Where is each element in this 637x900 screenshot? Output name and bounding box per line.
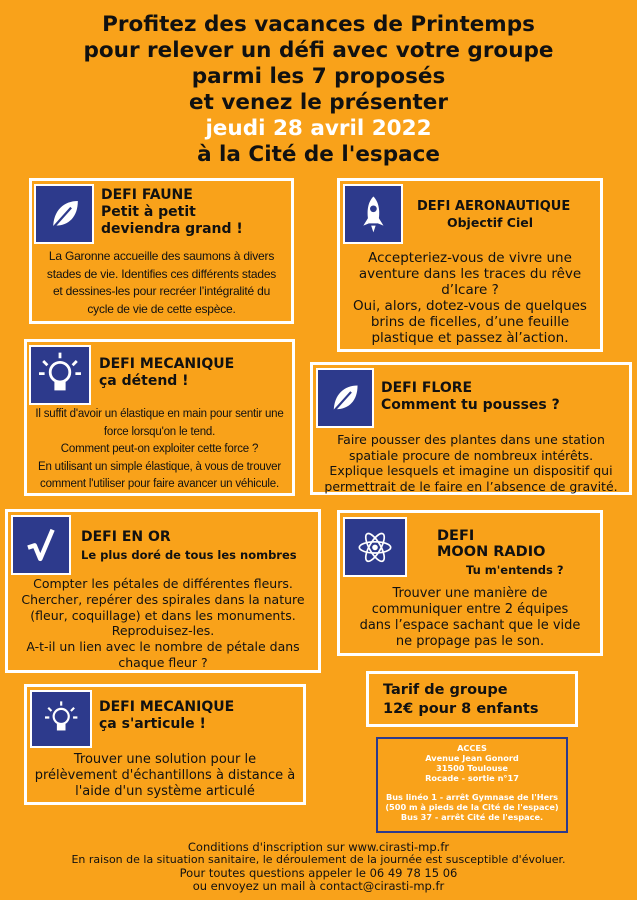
header-line-3: parmi les 7 proposés (191, 64, 446, 89)
acces-bus: (500 m à pieds de la Cité de l'espace) (385, 802, 559, 812)
card-title: DEFI FAUNE (101, 187, 193, 203)
header-line-1: Profitez des vacances de Printemps (102, 12, 535, 37)
card-subtitle: Petit à petit (101, 204, 196, 220)
footer-line: ou envoyez un mail à contact@cirasti-mp.fr (192, 879, 445, 893)
body-line: En utilisant un simple élastique, à vous de trouver (38, 460, 281, 473)
acces-line: 31500 Toulouse (436, 763, 508, 773)
body-line: plastique et passez àl’action. (371, 330, 569, 346)
acces-bus: Bus 37 - arrêt Cité de l'espace. (400, 812, 544, 822)
sqrt-icon (11, 515, 71, 575)
header-line-4: et venez le présenter (189, 90, 448, 115)
body-line: et dessines-les pour recréer l’intégralité du (52, 284, 271, 298)
card-body (313, 432, 629, 494)
card-title: DEFI MECANIQUE (99, 356, 235, 372)
card-body (340, 586, 600, 650)
event-date: jeudi 28 avril 2022 (205, 116, 432, 141)
body-line: spatiale procure de nombreux intérêts. (348, 447, 594, 463)
body-line: Il suffit d'avoir un élastique en main pour sentir une (35, 408, 284, 420)
card-subtitle: Le plus doré de tous les nombres (81, 548, 297, 562)
card-body (27, 752, 303, 800)
card-body (32, 248, 291, 318)
body-line: comment l'utiliser pour faire avancer un véhicule. (40, 478, 279, 490)
tarif-line: Tarif de groupe (383, 682, 508, 698)
card-subtitle: ça s'articule ! (99, 716, 206, 732)
card-title: DEFI MECANIQUE (99, 699, 235, 715)
body-line: A-t-il un lien avec le nombre de pétale dans (26, 639, 300, 655)
card-body (27, 406, 292, 494)
body-line: aventure dans les traces du rêve (358, 266, 582, 282)
card-title: DEFI AERONAUTIQUE (417, 199, 571, 214)
card-defi-mecanique-detend (24, 339, 295, 496)
leaf-icon (34, 184, 94, 244)
lightbulb-icon (29, 345, 91, 405)
card-subtitle: Comment tu pousses ? (381, 397, 560, 413)
acces-box (376, 737, 568, 833)
body-line: prélèvement d'échantillons à distance à (34, 768, 296, 783)
body-line: d’Icare ? (441, 282, 499, 298)
body-line: brins de ficelles, d’une feuille (370, 314, 570, 330)
body-line: Compter les pétales de différentes fleurs. (33, 576, 293, 591)
body-line: Trouver une manière de (392, 586, 548, 601)
card-subtitle: Objectif Ciel (446, 215, 534, 230)
body-line: dans l’espace sachant que le vide (359, 618, 581, 633)
card-defi-aeronautique (337, 178, 603, 352)
body-line: communiquer entre 2 équipes (371, 602, 569, 617)
footer-line: Pour toutes questions appeler le 06 49 78 15 06 (179, 866, 458, 880)
body-line: force lorsqu'on le tend. (103, 425, 216, 438)
body-line: l'aide d'un système articulé (75, 784, 255, 799)
leaf-icon (316, 368, 374, 428)
footer-line: En raison de la situation sanitaire, le déroulement de la journée est susceptible d'évoluer. (71, 853, 566, 866)
body-line: Reproduisez-les. (111, 623, 215, 639)
card-defi-mecanique-articule (24, 684, 306, 805)
body-line: Accepteriez-vous de vivre une (368, 250, 572, 266)
tarif-price: 12€ pour 8 enfants (383, 701, 539, 717)
body-line: ne propage pas le son. (395, 634, 545, 649)
body-line: cycle de vie de cette espèce. (87, 301, 236, 316)
card-subtitle: MOON RADIO (437, 544, 546, 560)
acces-bus: Bus linéo 1 - arrêt Gymnase de l'Hers (385, 792, 559, 802)
body-line: permettrait de le faire en l’absence de gravité. (324, 478, 618, 494)
card-subtitle: ça détend ! (99, 373, 189, 389)
body-line: chaque fleur ? (118, 654, 208, 670)
card-subtitle: deviendra grand ! (101, 221, 243, 237)
header-line-2: pour relever un défi avec votre groupe (83, 38, 554, 63)
card-title: DEFI (437, 528, 475, 544)
body-line: Trouver une solution pour le (73, 752, 257, 767)
card-defi-faune (29, 178, 294, 324)
event-place: à la Cité de l'espace (197, 142, 440, 167)
body-line: (fleur, coquillage) et dans les monuments. (30, 607, 296, 623)
body-line: Oui, alors, dotez-vous de quelques (353, 298, 587, 314)
card-title: DEFI EN OR (81, 529, 171, 545)
acces-line: Rocade - sortie n°17 (425, 773, 519, 783)
lightbulb-icon (30, 690, 92, 748)
card-subtitle: Tu m'entends ? (466, 563, 564, 577)
card-defi-flore (310, 362, 632, 495)
body-line: Comment peut-on exploiter cette force ? (60, 443, 259, 455)
tarif-box (366, 671, 578, 727)
card-defi-moon-radio (337, 510, 603, 656)
body-line: Faire pousser des plantes dans une station (337, 432, 605, 447)
body-line: stades de vie. Identifies ces différents stades (46, 266, 277, 281)
card-body (8, 576, 318, 671)
acces-line: Avenue Jean Gonord (425, 753, 519, 763)
atom-icon (343, 517, 407, 577)
body-line: Chercher, repérer des spirales dans la nature (21, 591, 305, 607)
card-title: DEFI FLORE (381, 380, 473, 396)
body-line: La Garonne accueille des saumons à divers (48, 249, 275, 263)
body-line: Explique lesquels et imagine un dispositif qui (329, 463, 613, 478)
card-defi-en-or (5, 509, 321, 673)
acces-title: ACCES (457, 743, 487, 753)
card-body (340, 250, 600, 346)
footer-line: Conditions d'inscription sur www.cirasti-mp.fr (187, 840, 450, 854)
